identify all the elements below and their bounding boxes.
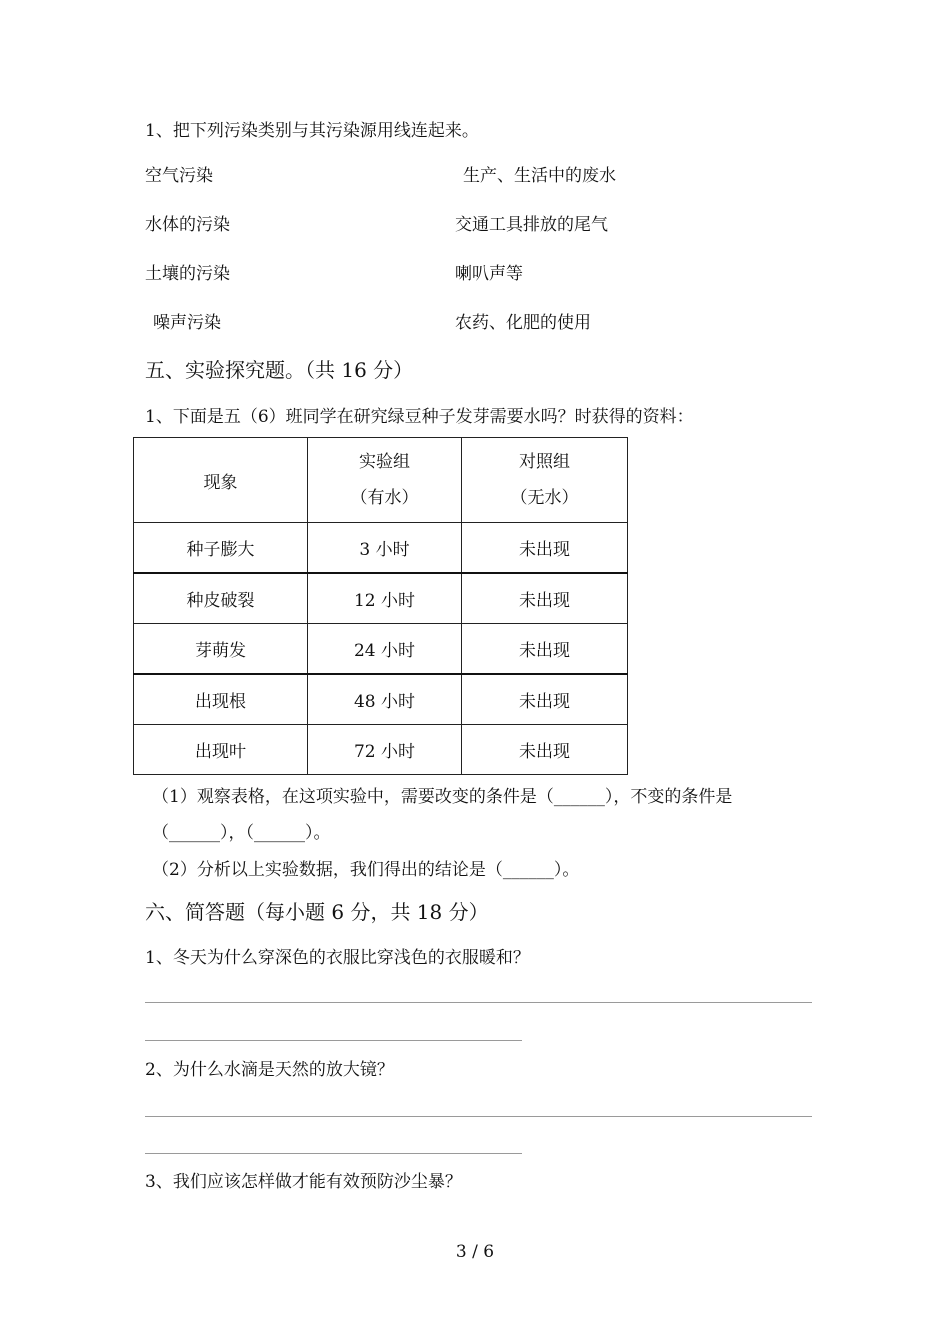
short-answer-question-2: 2、为什么水滴是天然的放大镜？ [145, 1060, 394, 1080]
table-row [134, 725, 628, 775]
pollution-source-wastewater: 生产、生活中的废水 [463, 166, 616, 186]
pollution-type-noise: 噪声污染 [153, 313, 221, 333]
sub-question-1-line-1: （1）观察表格，在这项实验中，需要改变的条件是（______），不变的条件是 [152, 787, 733, 807]
pollution-source-horn: 喇叭声等 [455, 264, 523, 284]
header-control-group-condition: （无水） [510, 488, 579, 508]
cell-phenomenon: 种皮破裂 [134, 573, 308, 624]
answer-line[interactable] [145, 1116, 812, 1117]
cell-without-water: 未出现 [462, 674, 628, 725]
cell-phenomenon: 种子膨大 [134, 523, 308, 574]
cell-phenomenon: 芽萌发 [134, 624, 308, 675]
cell-without-water: 未出现 [462, 523, 628, 574]
section-6-title: 六、简答题（每小题 6 分，共 18 分） [145, 900, 489, 924]
cell-phenomenon: 出现根 [134, 674, 308, 725]
header-experiment-group-condition: （有水） [350, 488, 419, 508]
section-5-title: 五、实验探究题。（共 16 分） [145, 358, 414, 382]
pollution-type-air: 空气污染 [145, 166, 213, 186]
answer-line[interactable] [145, 1040, 522, 1041]
experiment-table [133, 437, 628, 775]
answer-line[interactable] [145, 1153, 522, 1154]
pollution-source-exhaust: 交通工具排放的尾气 [455, 215, 608, 235]
short-answer-question-1: 1、冬天为什么穿深色的衣服比穿浅色的衣服暖和？ [145, 948, 530, 968]
table-row [134, 523, 628, 574]
cell-with-water: 12 小时 [308, 573, 462, 624]
table-header-row [134, 438, 628, 523]
sub-question-1-line-2: （______），（______）。 [152, 823, 331, 843]
matching-question-prompt: 1、把下列污染类别与其污染源用线连起来。 [145, 121, 479, 141]
cell-with-water: 3 小时 [308, 523, 462, 574]
header-experiment-group [308, 438, 462, 523]
table-row [134, 674, 628, 725]
sub-question-2: （2）分析以上实验数据，我们得出的结论是（______）。 [152, 860, 580, 880]
cell-without-water: 未出现 [462, 624, 628, 675]
answer-line[interactable] [145, 1002, 812, 1003]
table-row [134, 573, 628, 624]
header-control-group-label: 对照组 [519, 452, 570, 472]
experiment-question-prompt: 1、下面是五（6）班同学在研究绿豆种子发芽需要水吗？时获得的资料： [145, 407, 694, 427]
cell-with-water: 72 小时 [308, 725, 462, 775]
pollution-type-water: 水体的污染 [145, 215, 230, 235]
header-phenomenon: 现象 [134, 438, 308, 523]
table-row [134, 624, 628, 675]
page-number: 3 / 6 [455, 1242, 495, 1262]
header-experiment-group-label: 实验组 [359, 452, 410, 472]
cell-with-water: 24 小时 [308, 624, 462, 675]
cell-phenomenon: 出现叶 [134, 725, 308, 775]
pollution-type-soil: 土壤的污染 [145, 264, 230, 284]
cell-without-water: 未出现 [462, 573, 628, 624]
pollution-source-pesticide: 农药、化肥的使用 [455, 313, 591, 333]
cell-without-water: 未出现 [462, 725, 628, 775]
cell-with-water: 48 小时 [308, 674, 462, 725]
header-control-group [462, 438, 628, 523]
short-answer-question-3: 3、我们应该怎样做才能有效预防沙尘暴？ [145, 1172, 462, 1192]
